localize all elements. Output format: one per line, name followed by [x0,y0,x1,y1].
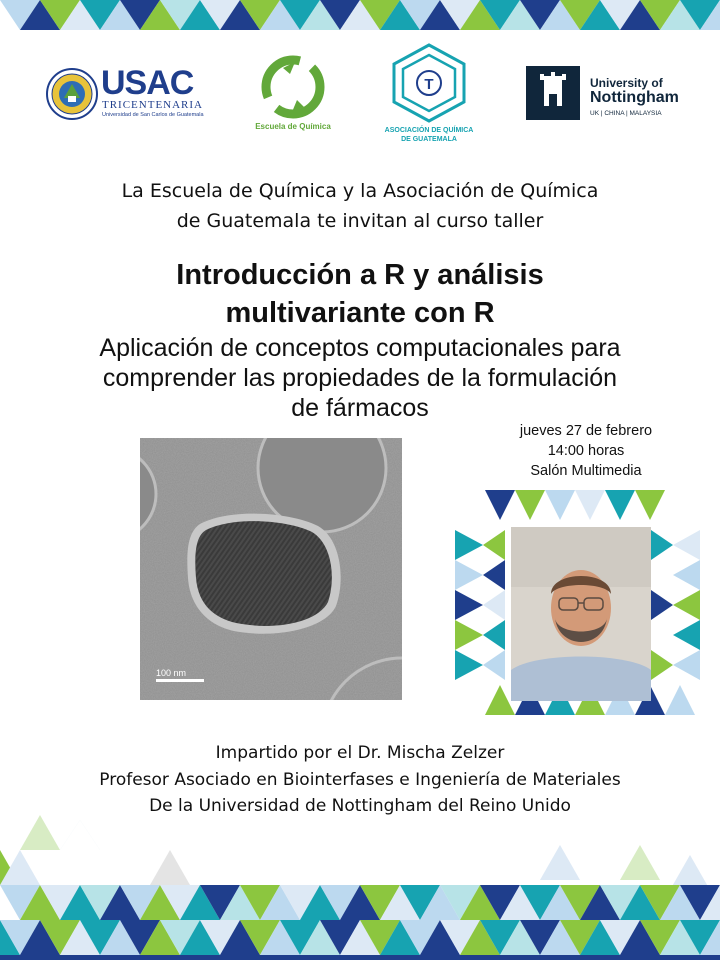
course-subtitle [0,333,720,423]
usac-subtitle: Universidad de San Carlos de Guatemala [102,112,204,118]
event-place: Salón Multimedia [530,463,642,479]
nottingham-line2: Nottingham [590,89,679,106]
bottom-triangle-banner [0,815,720,960]
usac-name: USAC [101,64,194,102]
subtitle-line-1: Aplicación de conceptos computacionales para [99,334,621,362]
speaker-photo [511,527,651,701]
course-title [0,256,720,332]
speaker-institution-line: De la Universidad de Nottingham del Reino Unido [149,796,571,816]
university-of-nottingham-logo [526,66,680,120]
subtitle-line-2: comprender las propiedades de la formulación [102,364,618,392]
nottingham-line1: University of [590,76,663,90]
intro-line-2: de Guatemala te invitan al curso taller [176,210,544,232]
asociacion-line2: DE GUATEMALA [401,136,457,143]
speaker-info [0,740,720,820]
subtitle-line-3: de fármacos [291,394,429,422]
escuela-de-quimica-logo [250,52,336,134]
event-details [498,421,674,481]
event-time: 14:00 horas [547,443,625,459]
usac-logo [46,66,211,124]
escuela-name: Escuela de Química [255,122,331,131]
usac-tagline: TRICENTENARIA [102,99,203,111]
intro-text [0,176,720,236]
top-triangle-banner [0,0,720,32]
tem-micrograph [140,438,402,700]
nottingham-crest-icon [526,66,580,120]
asociacion-quimica-logo [382,42,476,150]
asociacion-line1: ASOCIACIÓN DE QUÍMICA [384,127,474,134]
scale-label: 100 nm [156,668,187,678]
speaker-photo-frame [455,490,700,715]
speaker-name-line: Impartido por el Dr. Mischa Zelzer [215,743,505,763]
title-line-1: Introducción a R y análisis [176,259,544,291]
nottingham-line3: UK | CHINA | MALAYSIA [590,110,662,117]
speaker-role-line: Profesor Asociado en Biointerfases e Ingeniería de Materiales [99,769,621,790]
intro-line-1: La Escuela de Química y la Asociación de Química [121,180,599,202]
event-date: jueves 27 de febrero [519,423,653,439]
scale-bar [156,679,204,682]
title-line-2: multivariante con R [225,297,495,329]
svg-text:T: T [424,76,434,93]
